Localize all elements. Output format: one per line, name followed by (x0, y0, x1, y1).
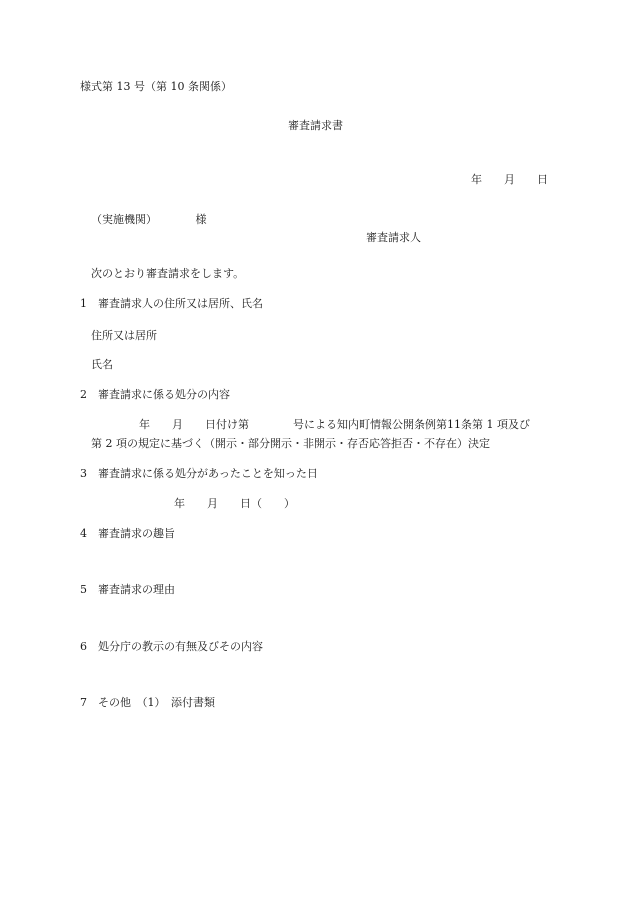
addressee: （実施機関） 様 (91, 213, 207, 226)
document-title: 審査請求書 (288, 119, 343, 132)
section-4-heading: 4 審査請求の趣旨 (80, 527, 175, 540)
section-5-heading: 5 審査請求の理由 (80, 583, 175, 596)
section-3-date: 年 月 日（ ） (174, 497, 295, 510)
requester-label: 審査請求人 (366, 231, 421, 244)
intro-text: 次のとおり審査請求をします。 (91, 267, 245, 280)
name-label: 氏名 (91, 358, 113, 371)
section-6-heading: 6 処分庁の教示の有無及びその内容 (80, 640, 263, 653)
section-1-heading: 1 審査請求人の住所又は居所、氏名 (80, 297, 263, 310)
address-label: 住所又は居所 (91, 329, 157, 342)
section-2-line-2: 第 2 項の規定に基づく（開示・部分開示・非開示・存否応答拒否・不存在）決定 (91, 437, 490, 450)
section-2-line-1: 年 月 日付け第 号による知内町情報公開条例第11条第 1 項及び (139, 418, 530, 431)
section-2-heading: 2 審査請求に係る処分の内容 (80, 388, 230, 401)
section-7-heading: 7 その他 （1） 添付書類 (80, 696, 215, 709)
date-line: 年 月 日 (471, 173, 548, 186)
section-3-heading: 3 審査請求に係る処分があったことを知った日 (80, 467, 318, 480)
form-number: 様式第 13 号（第 10 条関係） (80, 80, 232, 93)
